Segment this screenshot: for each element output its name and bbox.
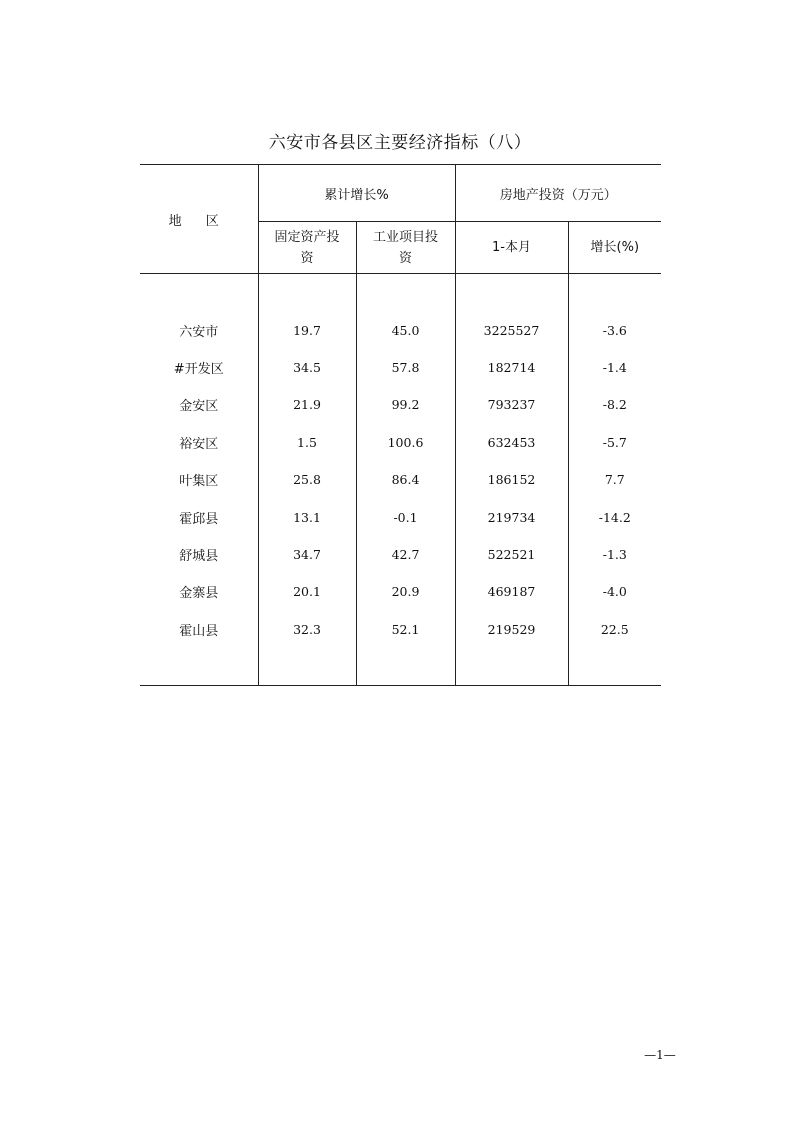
industrial-cell: 86.4 bbox=[356, 461, 455, 498]
fixed-asset-header-line1: 固定资产投 bbox=[274, 229, 340, 245]
region-column-header: 地 区 bbox=[140, 165, 258, 274]
fixed-asset-cell: 34.5 bbox=[258, 349, 356, 386]
industrial-cell: 100.6 bbox=[356, 424, 455, 461]
page-title: 六安市各县区主要经济指标（八） bbox=[268, 133, 532, 153]
table-row bbox=[140, 349, 661, 386]
ytd-cell: 469187 bbox=[455, 573, 568, 610]
ytd-cell: 186152 bbox=[455, 461, 568, 498]
indicator-table bbox=[140, 164, 661, 686]
industrial-cell: 42.7 bbox=[356, 536, 455, 573]
fixed-asset-investment-header bbox=[258, 222, 356, 274]
industrial-cell: 45.0 bbox=[356, 311, 455, 348]
cumulative-growth-group-header: 累计增长% bbox=[258, 165, 455, 222]
table-row bbox=[140, 424, 661, 461]
spacer-row bbox=[140, 648, 661, 686]
table-body bbox=[140, 274, 661, 686]
growth-cell: -1.4 bbox=[602, 359, 627, 375]
growth-cell: -4.0 bbox=[602, 584, 627, 600]
region-cell: 叶集区 bbox=[140, 461, 258, 498]
growth-cell: 22.5 bbox=[600, 621, 629, 637]
growth-cell: 7.7 bbox=[604, 472, 625, 488]
ytd-cell: 522521 bbox=[455, 536, 568, 573]
fixed-asset-cell: 21.9 bbox=[258, 386, 356, 423]
region-cell: 霍山县 bbox=[140, 611, 258, 648]
spacer-row bbox=[140, 274, 661, 312]
industrial-cell: 99.2 bbox=[356, 386, 455, 423]
industrial-cell: -0.1 bbox=[356, 498, 455, 535]
table-header bbox=[140, 165, 661, 274]
growth-cell: -5.7 bbox=[602, 434, 627, 450]
ytd-cell: 793237 bbox=[455, 386, 568, 423]
table-row bbox=[140, 573, 661, 610]
ytd-cell: 632453 bbox=[455, 424, 568, 461]
region-cell: 舒城县 bbox=[140, 536, 258, 573]
indicator-table-container bbox=[140, 164, 661, 696]
fixed-asset-cell: 19.7 bbox=[258, 311, 356, 348]
industrial-cell: 20.9 bbox=[356, 573, 455, 610]
region-cell: 裕安区 bbox=[140, 424, 258, 461]
fixed-asset-cell: 34.7 bbox=[258, 536, 356, 573]
industrial-cell: 57.8 bbox=[356, 349, 455, 386]
ytd-cell: 219529 bbox=[455, 611, 568, 648]
growth-percent-header: 增长(%) bbox=[568, 222, 661, 274]
fixed-asset-cell: 32.3 bbox=[258, 611, 356, 648]
table-row bbox=[140, 498, 661, 535]
growth-cell: -3.6 bbox=[602, 322, 627, 338]
industrial-header-line2: 资 bbox=[399, 250, 413, 266]
region-cell: 六安市 bbox=[140, 311, 258, 348]
growth-cell: -8.2 bbox=[602, 397, 627, 413]
table-row bbox=[140, 386, 661, 423]
ytd-cell: 182714 bbox=[455, 349, 568, 386]
industrial-cell: 52.1 bbox=[356, 611, 455, 648]
industrial-project-investment-header bbox=[356, 222, 455, 274]
region-cell: 霍邱县 bbox=[140, 498, 258, 535]
region-cell: #开发区 bbox=[140, 349, 258, 386]
ytd-cell: 219734 bbox=[455, 498, 568, 535]
real-estate-group-header: 房地产投资（万元） bbox=[455, 165, 661, 222]
growth-cell: -1.3 bbox=[602, 546, 627, 562]
fixed-asset-cell: 25.8 bbox=[258, 461, 356, 498]
fixed-asset-header-line2: 资 bbox=[300, 250, 314, 266]
fixed-asset-cell: 13.1 bbox=[258, 498, 356, 535]
growth-cell: -14.2 bbox=[598, 509, 631, 525]
table-row bbox=[140, 536, 661, 573]
region-cell: 金安区 bbox=[140, 386, 258, 423]
fixed-asset-cell: 1.5 bbox=[258, 424, 356, 461]
page-number: —1— bbox=[644, 1048, 676, 1062]
table-row bbox=[140, 461, 661, 498]
ytd-cell: 3225527 bbox=[455, 311, 568, 348]
table-row bbox=[140, 311, 661, 348]
table-row bbox=[140, 611, 661, 648]
fixed-asset-cell: 20.1 bbox=[258, 573, 356, 610]
region-cell: 金寨县 bbox=[140, 573, 258, 610]
industrial-header-line1: 工业项目投 bbox=[373, 229, 439, 245]
ytd-header: 1-本月 bbox=[455, 222, 568, 274]
